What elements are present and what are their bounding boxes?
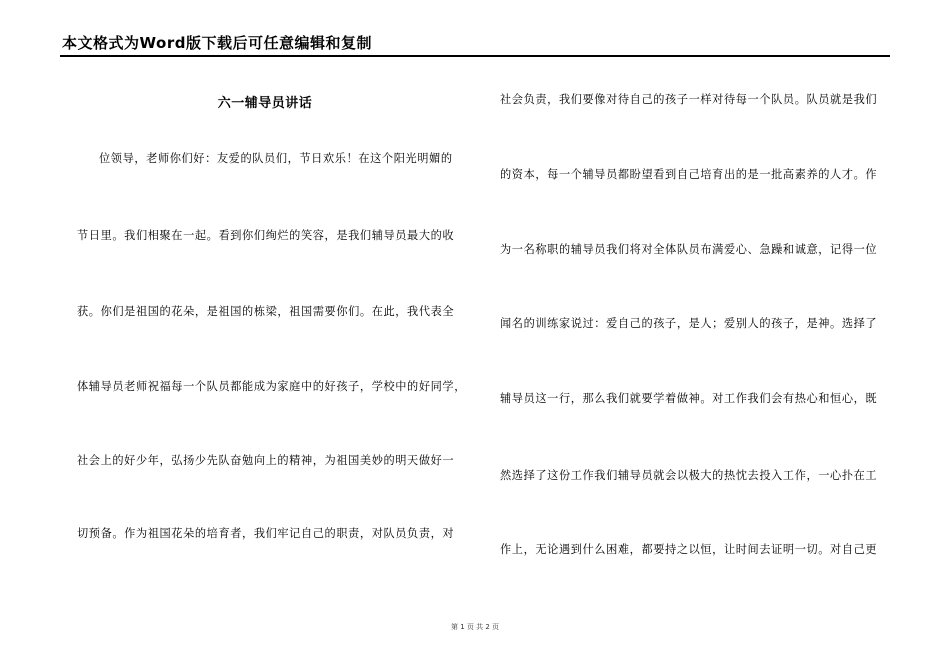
page-number: 第 1 页 共 2 页 (450, 623, 500, 631)
paragraph-line: 体辅导员老师祝福每一个队员都能成为家庭中的好孩子，学校中的好同学， (77, 380, 466, 393)
paragraph-line: 社会上的好少年，弘扬少先队奋勉向上的精神，为祖国美妙的明天做好一 (77, 454, 455, 467)
header-rule (60, 55, 890, 57)
paragraph-line: 获。你们是祖国的花朵，是祖国的栋梁，祖国需要你们。在此，我代表全 (77, 305, 455, 318)
paragraph-line: 然选择了这份工作我们辅导员就会以极大的热忱去投入工作，一心扑在工 (500, 469, 878, 482)
paragraph-line: 为一名称职的辅导员我们将对全体队员布满爱心、急躁和诚意，记得一位 (500, 243, 878, 256)
paragraph-line: 辅导员这一行，那么我们就要学着做神。对工作我们会有热心和恒心，既 (500, 392, 878, 405)
paragraph-line: 的资本，每一个辅导员都盼望看到自己培育出的是一批高素养的人才。作 (500, 168, 878, 181)
paragraph-line: 闻名的训练家说过：爱自己的孩子，是人；爱别人的孩子，是神。选择了 (500, 317, 878, 330)
paragraph-line: 切预备。作为祖国花朵的培育者，我们牢记自己的职责，对队员负责，对 (77, 527, 455, 540)
paragraph-line: 位领导，老师你们好：友爱的队员们，节日欢乐！在这个阳光明媚的 (99, 152, 453, 165)
document-banner: 本文格式为Word版下载后可任意编辑和复制 (62, 34, 372, 52)
paragraph-line: 节日里。我们相聚在一起。看到你们绚烂的笑容，是我们辅导员最大的收 (77, 229, 455, 242)
paragraph-line: 社会负责，我们要像对待自己的孩子一样对待每一个队员。队员就是我们 (500, 93, 878, 106)
document-title: 六一辅导员讲话 (217, 96, 313, 111)
paragraph-line: 作上，无论遇到什么困难，都要持之以恒，让时间去证明一切。对自己更 (500, 543, 878, 556)
